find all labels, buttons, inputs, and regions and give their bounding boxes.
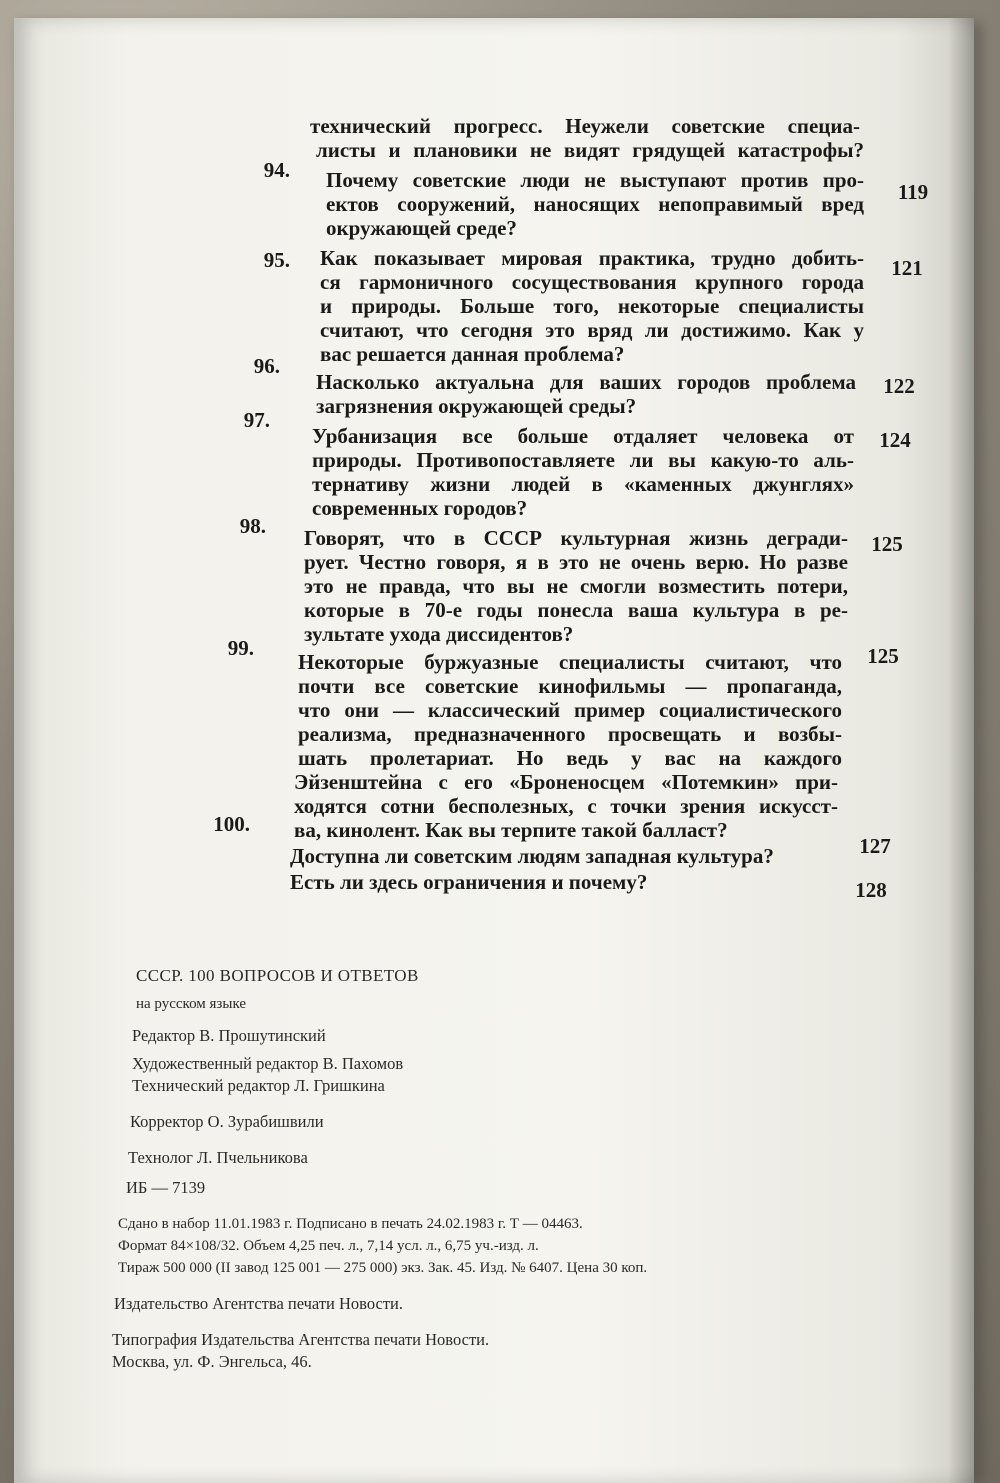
editor-credit: Редактор В. Прошутинский: [132, 1026, 326, 1045]
toc-page-number: 125: [867, 644, 899, 668]
toc-page-number: 122: [883, 374, 915, 398]
toc-line: ектов сооружений, наносящих непоправимый вред: [326, 192, 864, 216]
toc-number-97: 97.: [243, 408, 270, 432]
toc-line: которые в 70-е годы понесла ваша культура в ре-: [304, 598, 848, 622]
toc-line: природы. Противопоставляете ли вы какую-то аль-: [312, 448, 854, 472]
toc-line: реализма, предназначенного просвещать и возбы-: [298, 722, 842, 746]
toc-line: Некоторые буржуазные специалисты считают, что: [298, 650, 842, 674]
toc-page-number: 124: [879, 428, 911, 452]
toc-line: листы и плановики не видят грядущей катастрофы?: [316, 138, 864, 162]
book-title: СССР. 100 ВОПРОСОВ И ОТВЕТОВ: [136, 966, 419, 985]
toc-line: Насколько актуальна для ваших городов проблема: [316, 370, 856, 394]
book-page: [14, 18, 974, 1483]
printer-address: Москва, ул. Ф. Энгельса, 46.: [112, 1352, 312, 1371]
toc-number-99: 99.: [227, 636, 254, 660]
toc-line: Эйзенштейна с его «Броненосцем «Потемкин» при-: [294, 770, 838, 794]
toc-line: современных городов?: [312, 496, 528, 520]
toc-line: ва, кинолент. Как вы терпите такой балласт?: [294, 818, 728, 842]
toc-line: это не правда, что вы не смогли возместить потери,: [304, 574, 848, 598]
toc-line: считают, что сегодня это вряд ли достижимо. Как у: [320, 318, 864, 342]
table-of-contents: [14, 18, 974, 918]
toc-line: Урбанизация все больше отдаляет человека от: [312, 424, 854, 448]
toc-number-100: 100.: [213, 812, 250, 836]
print-format: Формат 84×108/32. Объем 4,25 печ. л., 7,14 усл. л., 6,75 уч.-изд. л.: [118, 1238, 539, 1254]
toc-number-94: 94.: [263, 158, 290, 182]
print-run: Тираж 500 000 (II завод 125 001 — 275 000) экз. Зак. 45. Изд. № 6407. Цена 30 коп.: [118, 1260, 648, 1276]
toc-line: технический прогресс. Неужели советские специа-: [310, 114, 860, 138]
toc-number-98: 98.: [239, 514, 266, 538]
toc-page-number: 127: [859, 834, 891, 858]
technologist-credit: Технолог Л. Пчельникова: [128, 1148, 308, 1167]
publisher-name: Издательство Агентства печати Новости.: [114, 1294, 403, 1313]
toc-line: вас решается данная проблема?: [320, 342, 625, 366]
printer-name: Типография Издательства Агентства печати Новости.: [112, 1330, 490, 1349]
toc-page-number: 128: [855, 878, 887, 902]
tech-editor-credit: Технический редактор Л. Гришкина: [132, 1076, 385, 1095]
toc-line: загрязнения окружающей среды?: [316, 394, 637, 418]
art-editor-credit: Художественный редактор В. Пахомов: [132, 1054, 404, 1073]
toc-line: ся гармоничного сосуществования крупного города: [320, 270, 864, 294]
toc-line: Есть ли здесь ограничения и почему?: [290, 870, 648, 894]
toc-number-95: 95.: [263, 248, 290, 272]
toc-line: зультате ухода диссидентов?: [304, 622, 574, 646]
toc-line: Как показывает мировая практика, трудно добить-: [320, 246, 864, 270]
toc-line: шать пролетариат. Но ведь у вас на каждого: [298, 746, 842, 770]
toc-line: ходятся сотни бесполезных, с точки зрения искусст-: [294, 794, 838, 818]
toc-line: почти все советские кинофильмы — пропаганда,: [298, 674, 842, 698]
toc-line: Доступна ли советским людям западная культура?: [290, 844, 774, 868]
toc-line: рует. Честно говоря, я в это не очень верю. Но разве: [304, 550, 848, 574]
ib-number: ИБ — 7139: [126, 1178, 206, 1197]
toc-number-96: 96.: [253, 354, 280, 378]
toc-line: Почему советские люди не выступают против про-: [326, 168, 864, 192]
toc-line: что они — классический пример социалистического: [298, 698, 842, 722]
toc-line: тернативу жизни людей в «каменных джунглях»: [312, 472, 854, 496]
toc-line: окружающей среде?: [326, 216, 517, 240]
toc-line: и природы. Больше того, некоторые специалисты: [320, 294, 864, 318]
toc-page-number: 121: [891, 256, 923, 280]
toc-page-number: 119: [897, 180, 929, 204]
book-language: на русском языке: [136, 996, 247, 1012]
proofreader-credit: Корректор О. Зурабишвили: [130, 1112, 324, 1131]
toc-line: Говорят, что в СССР культурная жизнь дегради-: [304, 526, 848, 550]
toc-page-number: 125: [871, 532, 903, 556]
print-dates: Сдано в набор 11.01.1983 г. Подписано в печать 24.02.1983 г. Т — 04463.: [118, 1216, 583, 1232]
